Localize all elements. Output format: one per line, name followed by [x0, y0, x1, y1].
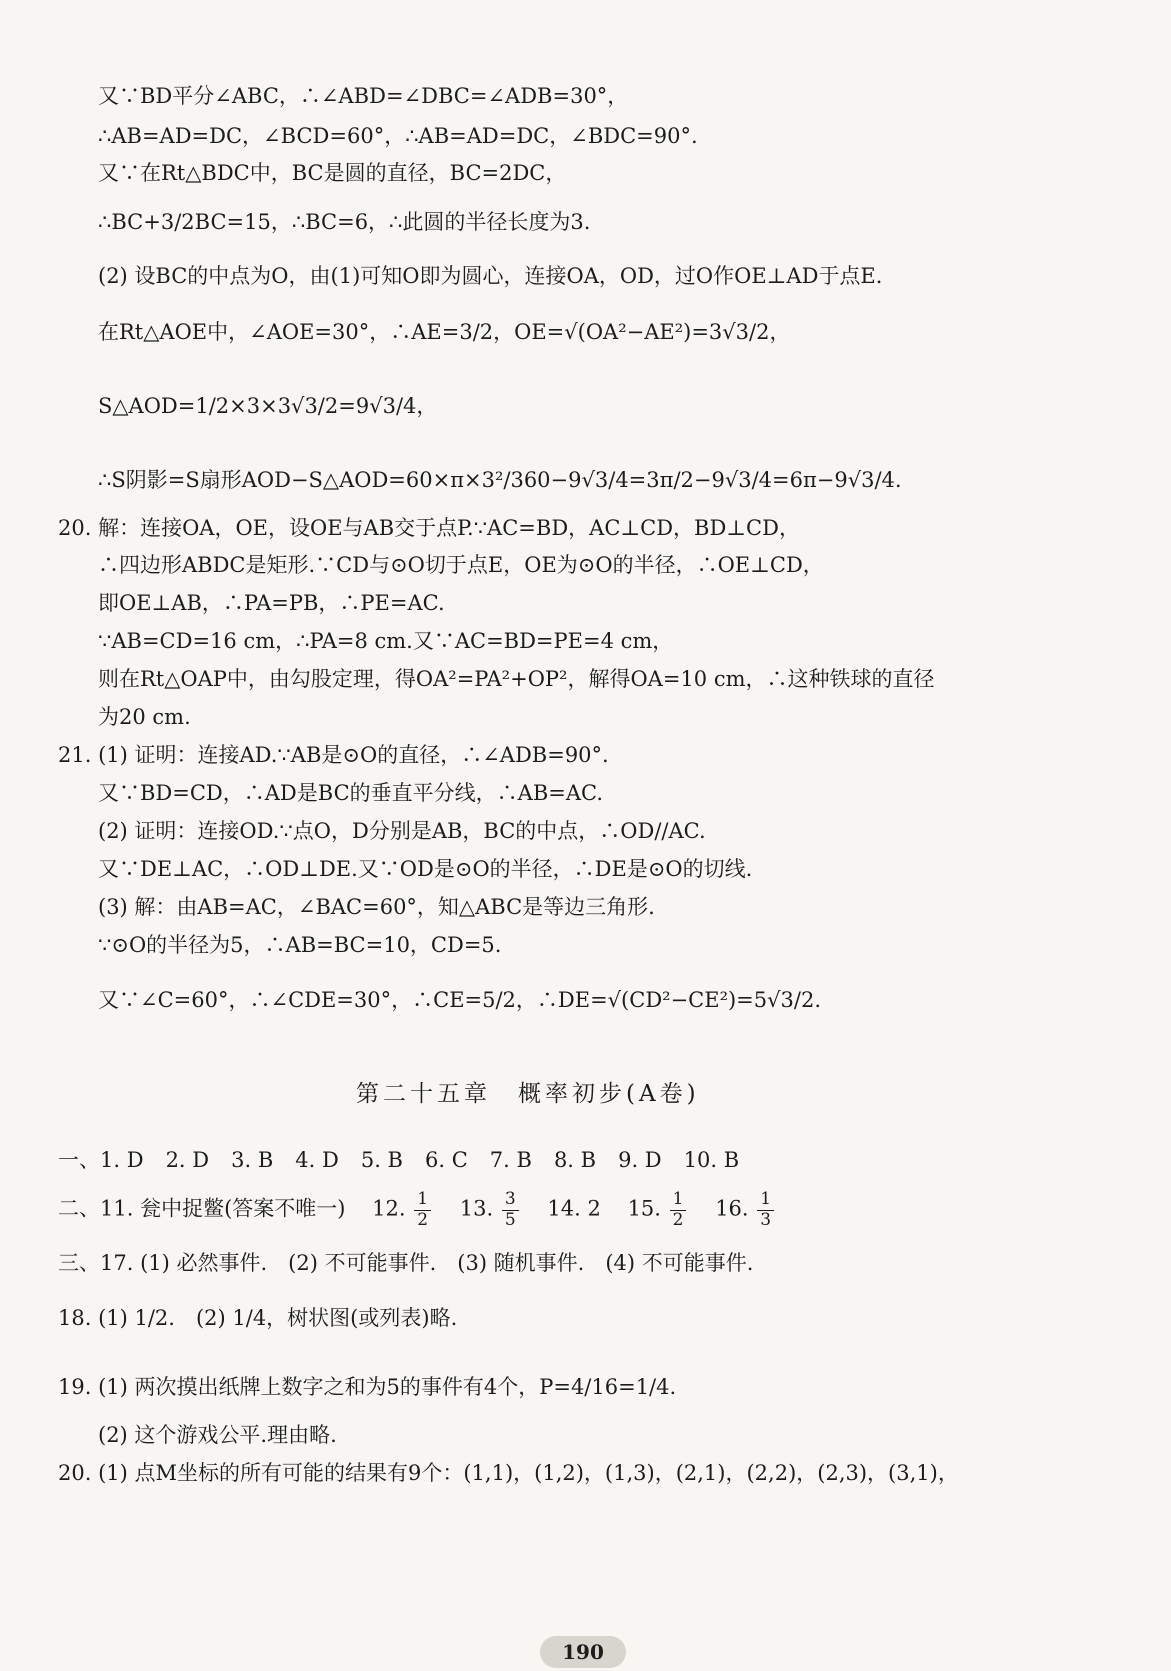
- text-line: (2) 设BC的中点为O，由(1)可知O即为圆心，连接OA，OD，过O作OE⊥AD于点E.: [98, 264, 883, 288]
- numerator: 1: [414, 1190, 431, 1211]
- answer-17: 17. (1) 必然事件. (2) 不可能事件. (3) 随机事件. (4) 不可能事件.: [100, 1251, 754, 1275]
- text-line: (2) 证明：连接OD.∵点O，D分别是AB，BC的中点，∴OD//AC.: [98, 819, 706, 843]
- answer-item: 4. D: [295, 1148, 339, 1172]
- answer-item: 2. D: [165, 1148, 210, 1172]
- text-line: ∵AB=CD=16 cm，∴PA=8 cm.又∵AC=BD=PE=4 cm，: [98, 629, 674, 653]
- text-line-formula: 又∵∠C=60°，∴∠CDE=30°，∴CE=5/2，∴DE=√(CD²−CE²)=5√3/2.: [98, 988, 821, 1012]
- section-label: 二、: [58, 1196, 100, 1221]
- text-line-formula: 在Rt△AOE中，∠AOE=30°，∴AE=3/2，OE=√(OA²−AE²)=3√3/2，: [98, 320, 791, 344]
- text-line: ∵⊙O的半径为5，∴AB=BC=10，CD=5.: [98, 933, 502, 957]
- page-number: 190: [540, 1636, 626, 1668]
- text-line-fraction: ∴BC+3/2BC=15，∴BC=6，∴此圆的半径长度为3.: [98, 210, 591, 234]
- text-line: 又∵在Rt△BDC中，BC是圆的直径，BC=2DC，: [98, 161, 567, 185]
- answer-item: 1. D: [100, 1148, 144, 1172]
- answer-19-2: (2) 这个游戏公平.理由略.: [98, 1423, 337, 1447]
- text-line: ∴四边形ABDC是矩形.∵CD与⊙O切于点E，OE为⊙O的半径，∴OE⊥CD，: [98, 553, 824, 577]
- numerator: 1: [757, 1190, 774, 1211]
- answer-16-label: 16.: [715, 1196, 749, 1221]
- answer-20: 20. (1) 点M坐标的所有可能的结果有9个：(1,1)，(1,2)，(1,3)，(2,1)，(2,2)，(2,3)，(3,1)，: [58, 1461, 959, 1485]
- text-line: 为20 cm.: [98, 705, 191, 729]
- section-label: 一、: [58, 1148, 100, 1172]
- denominator: 2: [417, 1209, 429, 1230]
- answer-item: 8. B: [553, 1148, 597, 1172]
- fraction: [670, 1190, 687, 1230]
- question-20-line: 20. 解：连接OA，OE，设OE与AB交于点P.∵AC=BD，AC⊥CD，BD⊥CD，: [58, 516, 800, 540]
- answer-18: 18. (1) 1/2. (2) 1/4，树状图(或列表)略.: [58, 1306, 458, 1330]
- answer-13-label: 13.: [459, 1196, 494, 1221]
- denominator: 2: [672, 1209, 684, 1230]
- section-2: [58, 1190, 776, 1230]
- text-line: 又∵DE⊥AC，∴OD⊥DE.又∵OD是⊙O的半径，∴DE是⊙O的切线.: [98, 857, 753, 881]
- answer-12-label: 12.: [372, 1196, 406, 1221]
- text-line: 又∵BD平分∠ABC，∴∠ABD=∠DBC=∠ADB=30°，: [98, 84, 629, 108]
- section-label: 三、: [58, 1251, 100, 1275]
- denominator: 3: [760, 1209, 772, 1230]
- text-line: (3) 解：由AB=AC，∠BAC=60°，知△ABC是等边三角形.: [98, 895, 655, 919]
- chapter-title: 第二十五章 概率初步(A卷): [356, 1081, 700, 1107]
- answer-19-1: 19. (1) 两次摸出纸牌上数字之和为5的事件有4个，P=4/16=1/4.: [58, 1375, 677, 1399]
- denominator: 5: [504, 1209, 516, 1230]
- text-line-formula: S△AOD=1/2×3×3√3/2=9√3/4，: [98, 394, 438, 418]
- text-line: 则在Rt△OAP中，由勾股定理，得OA²=PA²+OP²，解得OA=10 cm，∴这种铁球的直径: [98, 667, 935, 691]
- numerator: 1: [670, 1190, 687, 1211]
- fraction: [757, 1190, 774, 1230]
- question-21-line: 21. (1) 证明：连接AD.∵AB是⊙O的直径，∴∠ADB=90°.: [58, 743, 609, 767]
- text-line-formula: ∴S阴影=S扇形AOD−S△AOD=60×π×3²/360−9√3/4=3π/2−9√3/4=6π−9√3/4.: [98, 468, 902, 492]
- answer-item: 10. B: [683, 1148, 740, 1172]
- answer-14: 14. 2: [547, 1196, 601, 1221]
- text-line: 即OE⊥AB，∴PA=PB，∴PE=AC.: [98, 591, 445, 615]
- answer-11: 11. 瓮中捉鳖(答案不唯一): [100, 1196, 346, 1221]
- answer-item: 5. B: [360, 1148, 403, 1172]
- text-line-arcs: ∴AB=AD=DC，∠BCD=60°，∴AB=AD=DC，∠BDC=90°.: [98, 124, 698, 148]
- answer-item: 7. B: [489, 1148, 532, 1172]
- answer-item: 6. C: [425, 1148, 468, 1172]
- fraction: [502, 1190, 519, 1230]
- fraction: [414, 1190, 431, 1230]
- section-3: [58, 1253, 753, 1274]
- answer-list: [100, 1148, 761, 1172]
- text-line: 又∵BD=CD，∴AD是BC的垂直平分线，∴AB=AC.: [98, 781, 604, 805]
- answer-item: 3. B: [231, 1148, 274, 1172]
- answer-item: 9. D: [618, 1148, 662, 1172]
- section-1: [58, 1150, 761, 1171]
- answer-15-label: 15.: [627, 1196, 661, 1221]
- numerator: 3: [502, 1190, 519, 1211]
